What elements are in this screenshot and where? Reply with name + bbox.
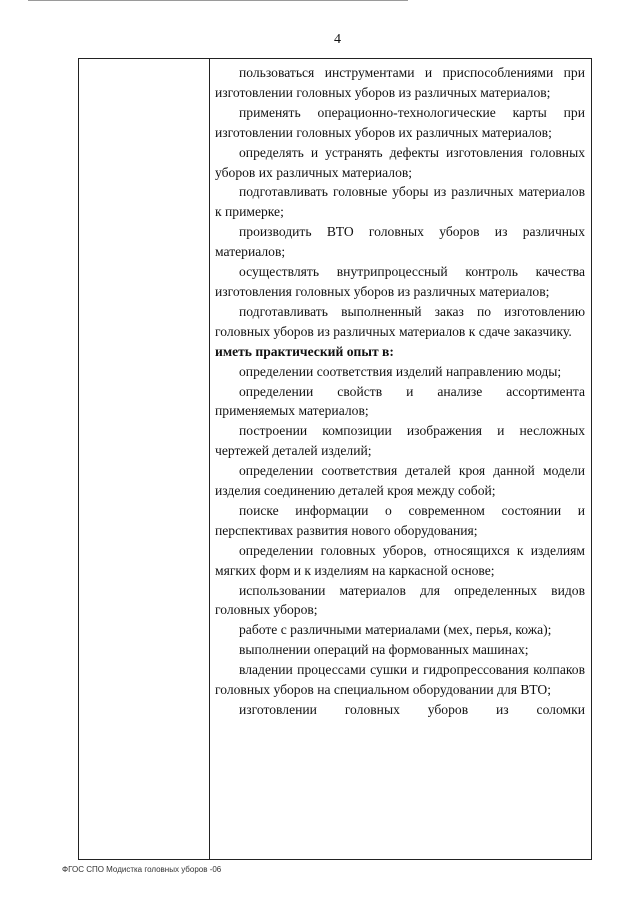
page-number: 4 (334, 32, 341, 47)
list-item: определять и устранять дефекты изготовления головных уборов их различных материалов; (215, 144, 585, 180)
list-item: работе с различными материалами (мех, перья, кожа); (239, 622, 552, 638)
list-item: выполнении операций на формованных машинах; (239, 642, 529, 658)
list-item: осуществлять внутрипроцессный контроль качества изготовления головных уборов из различных материалов; (215, 264, 585, 299)
section-subheading: иметь практический опыт в: (215, 343, 394, 359)
table-right-column (210, 59, 591, 859)
list-item: поиске информации о современном состоянии и перспективах развития нового оборудования; (215, 502, 585, 538)
list-item: использовании материалов для определенных видов головных уборов; (215, 582, 585, 618)
top-rule (28, 0, 408, 1)
list-item: владении процессами сушки и гидропрессования колпаков головных уборов на специальном оборудовании для ВТО; (215, 662, 585, 698)
list-item: подготавливать выполненный заказ по изготовлению головных уборов из различных материалов к сдаче заказчику. (215, 303, 585, 339)
list-item: изготовлении головных уборов из соломки (239, 702, 585, 717)
table-left-column (79, 59, 210, 859)
list-item: определении головных уборов, относящихся к изделиям мягких форм и к изделиям на каркасной основе; (215, 542, 585, 578)
list-item: определении соответствия деталей кроя данной модели изделия соединению деталей кроя между собой; (215, 463, 585, 499)
list-item: производить ВТО головных уборов из различных материалов; (215, 224, 585, 260)
list-item: применять операционно-технологические карты при изготовлении головных уборов их различных материалов; (215, 104, 585, 140)
list-item: построении композиции изображения и несложных чертежей деталей изделий; (215, 423, 585, 459)
content-table (78, 58, 592, 860)
list-item: подготавливать головные уборы из различных материалов к примерке; (215, 184, 585, 220)
list-item: пользоваться инструментами и приспособлениями при изготовлении головных уборов из различных материалов; (215, 65, 585, 100)
list-item: определении свойств и анализе ассортимента применяемых материалов; (215, 383, 585, 419)
list-item: определении соответствия изделий направлению моды; (239, 363, 562, 379)
footer-text: ФГОС СПО Модистка головных уборов -06 (62, 865, 222, 874)
